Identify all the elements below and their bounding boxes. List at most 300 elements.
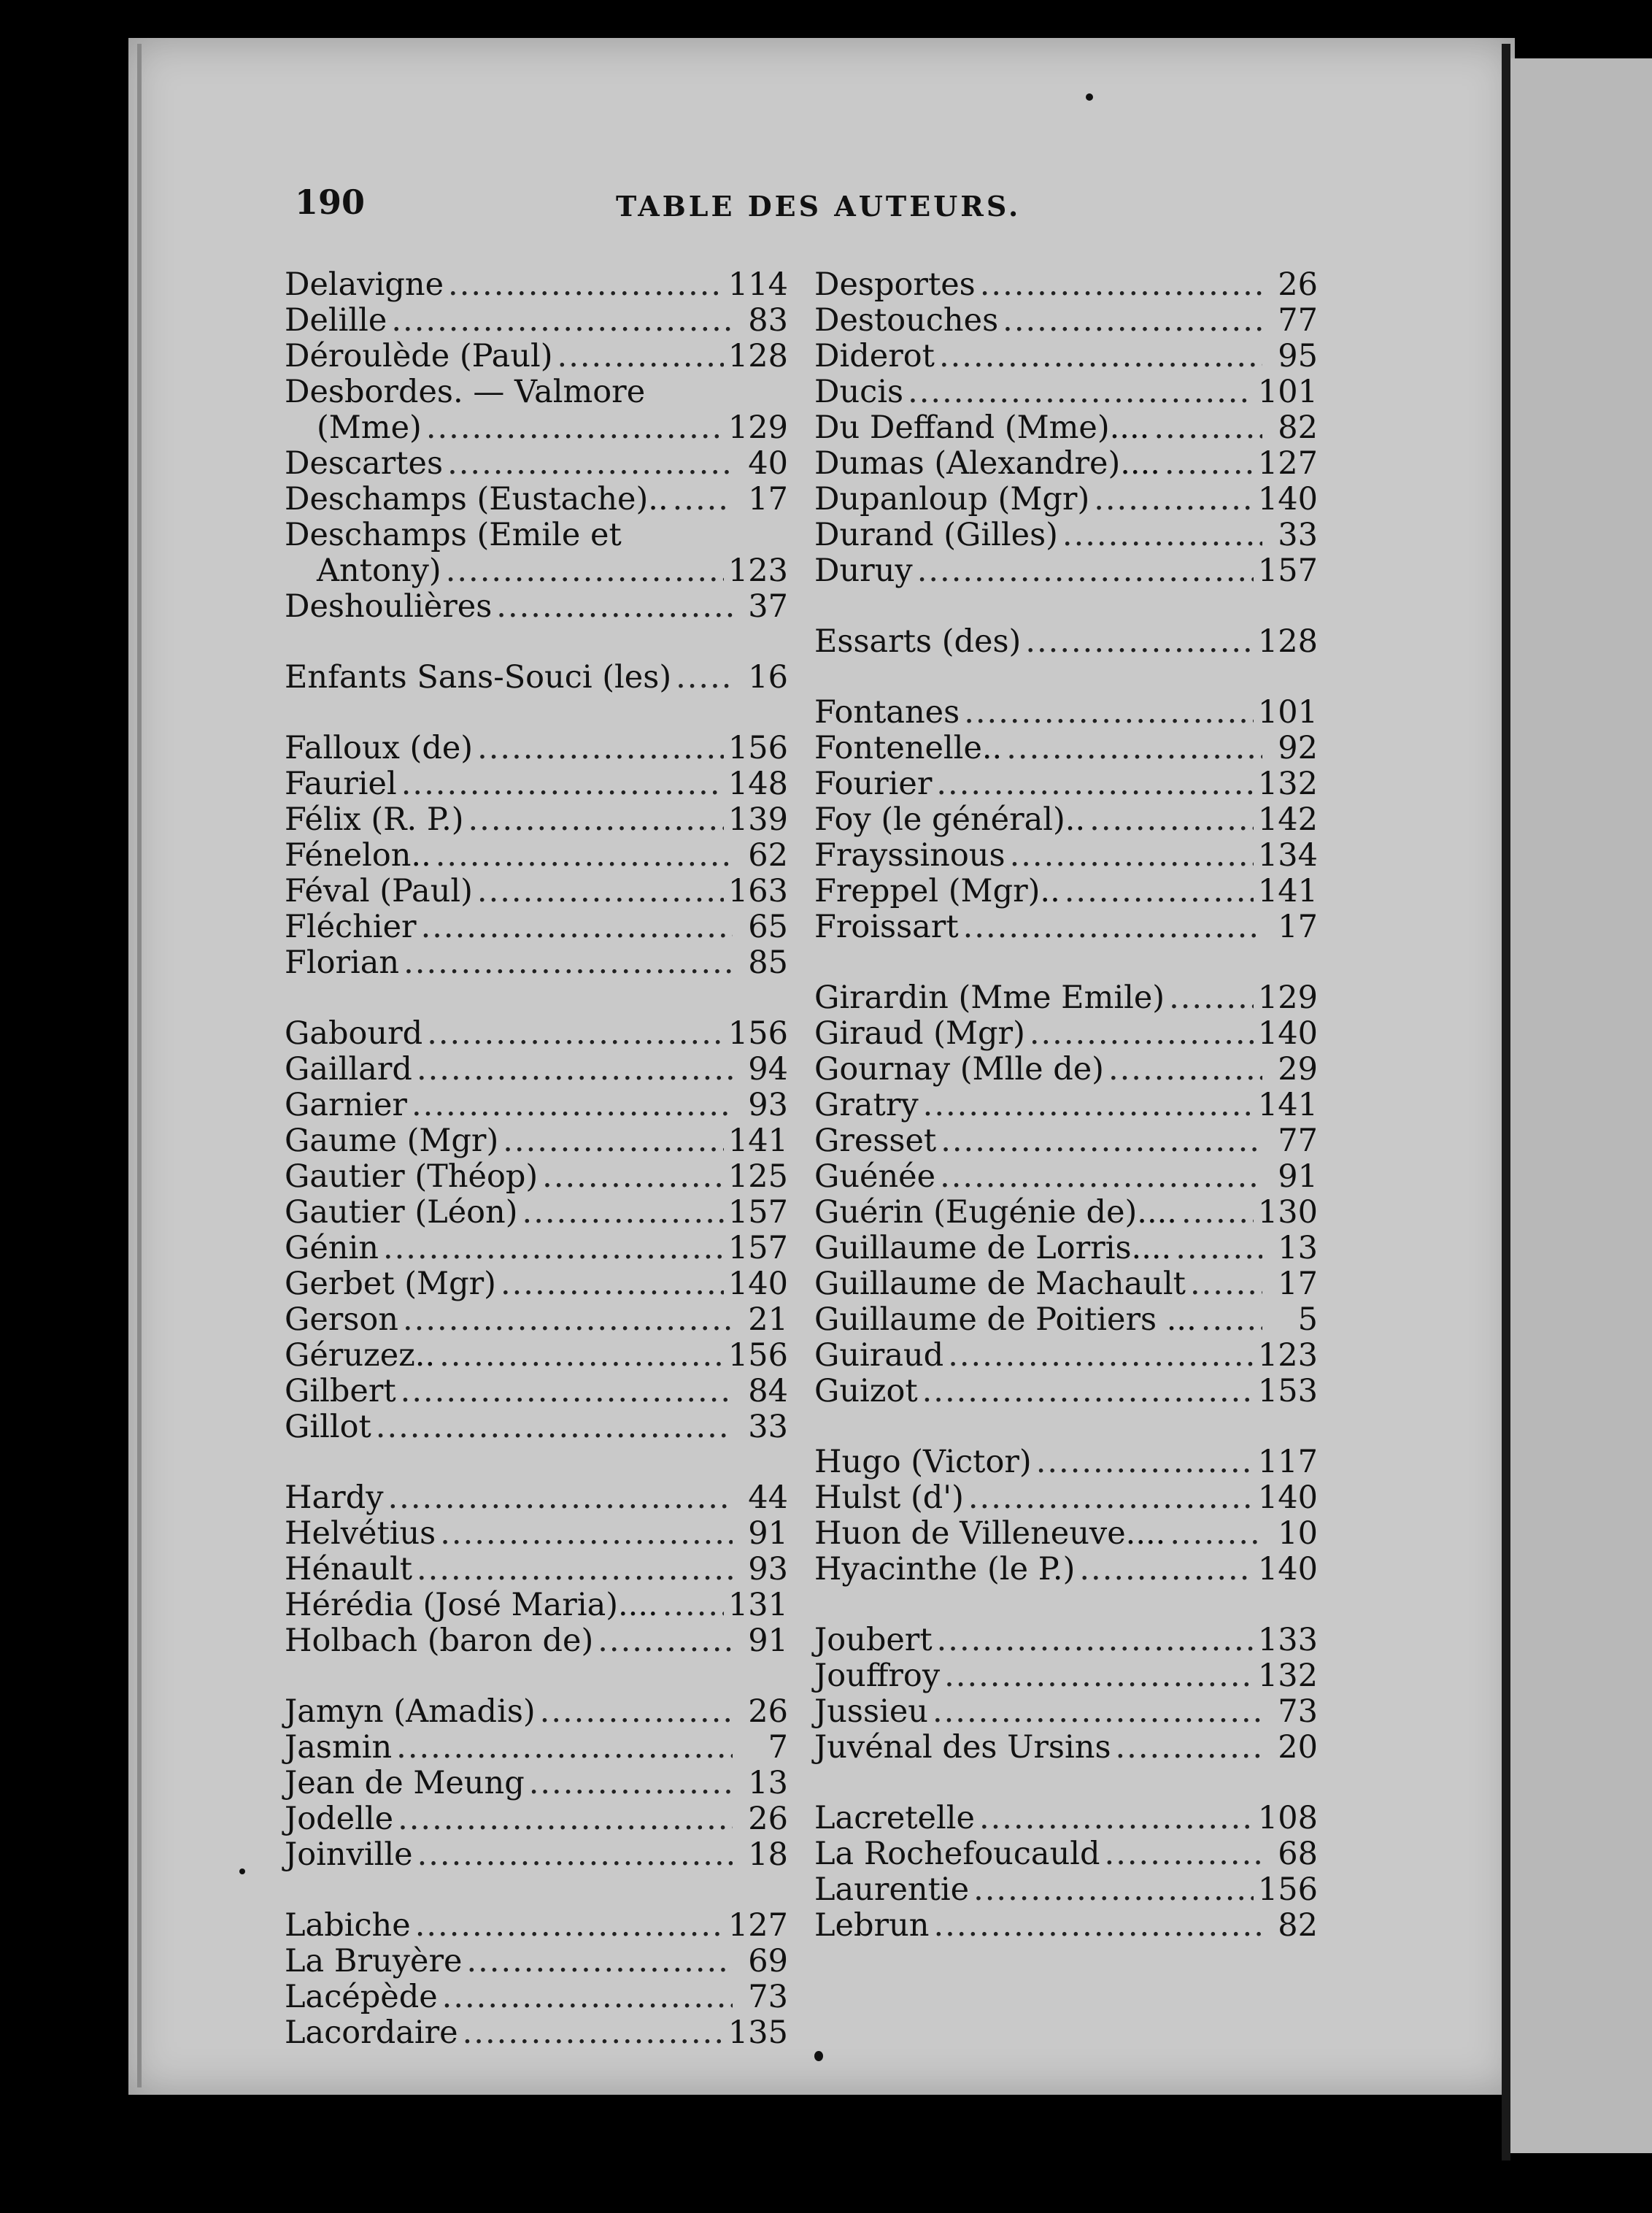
index-entry (285, 2015, 788, 2051)
dot-leader (1169, 980, 1254, 1016)
index-entry (814, 1266, 1318, 1302)
author-name: Juvénal des Ursins (814, 1729, 1111, 1766)
index-entry (285, 1908, 788, 1944)
author-name: Gautier (Léon) (285, 1194, 518, 1231)
index-entry (285, 1302, 788, 1338)
page-ref: 26 (748, 1693, 788, 1730)
page-ref: 91 (748, 1515, 788, 1552)
dot-leader (477, 874, 724, 909)
page-ref: 157 (727, 1194, 788, 1231)
author-name: Gillot (285, 1409, 371, 1445)
page-ref: 18 (748, 1836, 788, 1873)
dot-leader (477, 731, 724, 766)
author-name: Labiche (285, 1907, 411, 1944)
index-entry (814, 482, 1318, 517)
index-entry (285, 1766, 788, 1801)
index-entry (285, 1837, 788, 1873)
page-ref: 117 (1257, 1444, 1318, 1480)
author-name: Fontenelle.. (814, 730, 1003, 766)
dot-leader (447, 446, 733, 482)
index-entry (814, 980, 1318, 1016)
page-ref: 140 (1257, 1015, 1318, 1052)
dot-leader (557, 339, 724, 374)
letter-group (814, 980, 1318, 1409)
author-name: Gilbert (285, 1373, 396, 1409)
letter-group (285, 1908, 788, 2051)
letter-group (285, 731, 788, 981)
index-entry (814, 267, 1318, 303)
letter-group (814, 1801, 1318, 1944)
index-entry (814, 1444, 1318, 1480)
index-entry (285, 1944, 788, 1979)
author-name: Lacretelle (814, 1800, 975, 1836)
index-entry (285, 909, 788, 945)
index-entry (814, 731, 1318, 766)
ink-speck (1086, 93, 1093, 101)
page-ref: 156 (727, 1015, 788, 1052)
page-ref: 73 (748, 1979, 788, 2015)
dot-leader (412, 1088, 733, 1123)
index-entry (285, 1409, 788, 1445)
index-entry (285, 553, 788, 589)
dot-leader (1154, 410, 1262, 446)
page-ref: 40 (748, 445, 788, 482)
dot-leader (923, 1088, 1254, 1123)
index-entry (814, 1195, 1318, 1231)
index-entry (814, 1480, 1318, 1516)
page-ref: 20 (1278, 1729, 1318, 1766)
index-entry (285, 1552, 788, 1587)
page-ref: 101 (1257, 374, 1318, 410)
page-ref: 129 (1257, 980, 1318, 1016)
dot-leader (501, 1266, 724, 1302)
index-entry (285, 1266, 788, 1302)
dot-leader (936, 766, 1254, 802)
dot-leader (963, 909, 1262, 945)
author-name: Garnier (285, 1087, 407, 1123)
index-entry (814, 1374, 1318, 1409)
dot-leader (1065, 874, 1254, 909)
index-entry (814, 1801, 1318, 1836)
dot-leader (1201, 1302, 1262, 1338)
index-entry (814, 1872, 1318, 1908)
index-entry (814, 766, 1318, 802)
author-name: Freppel (Mgr).. (814, 873, 1060, 909)
index-entry (285, 1587, 788, 1623)
dot-leader (503, 1123, 724, 1159)
page-ref: 157 (727, 1230, 788, 1266)
dot-leader (598, 1623, 733, 1659)
dot-leader (1062, 517, 1262, 553)
author-name: Guiraud (814, 1337, 944, 1374)
author-name: Falloux (de) (285, 730, 474, 766)
author-name: Jamyn (Amadis) (285, 1693, 536, 1730)
page-ref: 139 (727, 801, 788, 838)
author-name: Lebrun (814, 1907, 930, 1944)
page-ref: 148 (727, 766, 788, 802)
page-ref: 16 (748, 659, 788, 696)
index-entry (814, 1658, 1318, 1694)
author-name: Deschamps (Emile et (285, 517, 622, 553)
index-entry (285, 589, 788, 625)
dot-leader (417, 1052, 733, 1088)
page-ref: 94 (748, 1051, 788, 1088)
author-name: Guénée (814, 1158, 936, 1195)
author-name: (Mme) (317, 409, 422, 446)
author-name: Frayssinous (814, 837, 1006, 874)
page-ref: 33 (748, 1409, 788, 1445)
author-name: Jasmin (285, 1729, 393, 1766)
dot-leader (944, 1658, 1254, 1694)
page-ref: 29 (1278, 1051, 1318, 1088)
dot-leader (436, 838, 733, 874)
index-entry (285, 1979, 788, 2015)
author-name: Jean de Meung (285, 1765, 525, 1801)
index-entry (285, 802, 788, 838)
page-ref: 157 (1257, 553, 1318, 589)
dot-leader (1030, 1016, 1254, 1052)
dot-leader (973, 1872, 1254, 1908)
index-entry (285, 1123, 788, 1159)
ink-speck (814, 2051, 823, 2061)
index-entry (285, 1801, 788, 1837)
index-entry (814, 695, 1318, 731)
page-ref: 129 (727, 409, 788, 446)
dot-leader (463, 2015, 724, 2051)
author-name: Lacordaire (285, 2014, 458, 2051)
dot-leader (663, 1587, 724, 1623)
page-ref: 92 (1278, 730, 1318, 766)
index-entry (814, 1302, 1318, 1338)
index-entry (285, 446, 788, 482)
index-entry (814, 1123, 1318, 1159)
author-name: Hugo (Victor) (814, 1444, 1032, 1480)
page-ref: 69 (748, 1943, 788, 1979)
letter-group (285, 660, 788, 696)
page-ref: 21 (748, 1301, 788, 1338)
page-ref: 17 (748, 481, 788, 517)
author-name: Giraud (Mgr) (814, 1015, 1025, 1052)
index-entry (285, 1231, 788, 1266)
author-name: Hénault (285, 1551, 413, 1587)
index-entry (285, 766, 788, 802)
author-name: Girardin (Mme Emile) (814, 980, 1165, 1016)
dot-leader (1010, 838, 1254, 874)
author-name: Destouches (814, 302, 999, 339)
page-ref: 26 (1278, 266, 1318, 303)
author-name: Du Deffand (Mme).... (814, 409, 1150, 446)
author-name: Laurentie (814, 1871, 970, 1908)
author-name: Félix (R. P.) (285, 801, 464, 838)
dot-leader (426, 410, 724, 446)
author-name: Lacépède (285, 1979, 438, 2015)
page-ref: 62 (748, 837, 788, 874)
index-entry (285, 945, 788, 981)
dot-leader (415, 1908, 724, 1944)
page-ref: 153 (1257, 1373, 1318, 1409)
page-header (295, 182, 1331, 226)
author-name: Gaume (Mgr) (285, 1123, 499, 1159)
author-name: Deschamps (Eustache).. (285, 481, 668, 517)
letter-group (814, 1444, 1318, 1587)
page-ref: 140 (1257, 1551, 1318, 1587)
dot-leader (401, 766, 724, 802)
dot-leader (941, 1123, 1262, 1159)
dot-leader (948, 1338, 1254, 1374)
author-name: Gerbet (Mgr) (285, 1266, 496, 1302)
dot-leader (540, 1694, 733, 1730)
page-ref: 130 (1257, 1194, 1318, 1231)
author-name: La Rochefoucauld (814, 1836, 1100, 1872)
page-ref: 85 (748, 944, 788, 981)
page-ref: 128 (1257, 623, 1318, 660)
running-title: TABLE DES AUTEURS. (616, 190, 1022, 223)
page-ref: 77 (1278, 302, 1318, 339)
letter-group (285, 1694, 788, 1873)
facing-page-shadow (1502, 44, 1510, 2160)
page-ref: 73 (1278, 1693, 1318, 1730)
dot-leader (673, 482, 733, 517)
page-ref: 141 (1257, 873, 1318, 909)
index-entry (814, 1730, 1318, 1766)
page-ref: 125 (727, 1158, 788, 1195)
page-ref: 156 (1257, 1871, 1318, 1908)
author-name: Hyacinthe (le P.) (814, 1551, 1076, 1587)
author-name: Déroulède (Paul) (285, 338, 553, 374)
author-name: Hulst (d') (814, 1479, 964, 1516)
author-name: Antony) (317, 553, 441, 589)
author-name: Descartes (285, 445, 444, 482)
dot-leader (383, 1231, 724, 1266)
index-entry (285, 1623, 788, 1659)
author-name: Gournay (Mlle de) (814, 1051, 1104, 1088)
author-name: Guillaume de Machault (814, 1266, 1186, 1302)
author-name: Génin (285, 1230, 379, 1266)
index-entry (285, 660, 788, 696)
page-ref: 83 (748, 302, 788, 339)
letter-group (285, 1480, 788, 1659)
index-entry (814, 1552, 1318, 1587)
index-entry (814, 339, 1318, 374)
dot-leader (1105, 1836, 1262, 1872)
page-ref: 17 (1278, 909, 1318, 945)
dot-leader (968, 1480, 1254, 1516)
page-ref: 91 (748, 1623, 788, 1659)
index-entry (814, 553, 1318, 589)
index-entry (814, 410, 1318, 446)
index-entry (285, 267, 788, 303)
author-name: Desbordes. — Valmore (285, 374, 646, 410)
dot-leader (1025, 624, 1254, 660)
author-name: Gresset (814, 1123, 937, 1159)
index-entry (285, 517, 788, 553)
index-entry (285, 838, 788, 874)
author-name: Gaillard (285, 1051, 412, 1088)
index-entry (814, 874, 1318, 909)
index-column-right (814, 267, 1318, 1979)
index-entry (814, 909, 1318, 945)
page-ref: 108 (1257, 1800, 1318, 1836)
index-entry (285, 1195, 788, 1231)
index-entry (814, 1836, 1318, 1872)
author-name: Gerson (285, 1301, 399, 1338)
author-name: Dupanloup (Mgr) (814, 481, 1090, 517)
letter-group (814, 695, 1318, 945)
page-ref: 77 (1278, 1123, 1318, 1159)
page-ref: 26 (748, 1801, 788, 1837)
dot-leader (442, 1979, 733, 2015)
author-name: Guizot (814, 1373, 918, 1409)
author-name: Desportes (814, 266, 976, 303)
letter-group (814, 267, 1318, 589)
page-ref: 142 (1257, 801, 1318, 838)
index-entry (285, 1088, 788, 1123)
letter-group (285, 1016, 788, 1445)
dot-leader (398, 1801, 733, 1837)
index-entry (814, 1516, 1318, 1552)
dot-leader (446, 553, 724, 589)
dot-leader (396, 1730, 733, 1766)
index-entry (285, 1338, 788, 1374)
dot-leader (980, 267, 1262, 303)
index-entry (814, 838, 1318, 874)
dot-leader (522, 1195, 724, 1231)
dot-leader (427, 1016, 724, 1052)
page-ref: 133 (1257, 1622, 1318, 1658)
page-ref: 128 (727, 338, 788, 374)
author-name: Joinville (285, 1836, 413, 1873)
page-ref: 10 (1278, 1515, 1318, 1552)
dot-leader (417, 1837, 733, 1873)
dot-leader (496, 589, 733, 625)
author-name: Hérédia (José Maria).... (285, 1587, 658, 1623)
author-name: Delille (285, 302, 387, 339)
page-ref: 156 (727, 730, 788, 766)
author-name: Dumas (Alexandre).... (814, 445, 1160, 482)
page-ref: 93 (748, 1551, 788, 1587)
page-ref: 37 (748, 588, 788, 625)
author-name: Gratry (814, 1087, 919, 1123)
author-name: Deshoulières (285, 588, 493, 625)
author-name: Fauriel (285, 766, 397, 802)
author-name: Holbach (baron de) (285, 1623, 594, 1659)
index-entry (285, 482, 788, 517)
index-entry (285, 303, 788, 339)
dot-leader (1181, 1195, 1254, 1231)
page-ref: 13 (748, 1765, 788, 1801)
dot-leader (1089, 802, 1254, 838)
index-entry (814, 1016, 1318, 1052)
author-name: Géruzez.. (285, 1337, 436, 1374)
index-column-left (285, 267, 788, 2086)
author-name: Gabourd (285, 1015, 423, 1052)
dot-leader (933, 1694, 1262, 1730)
letter-group (814, 1623, 1318, 1766)
dot-leader (448, 267, 724, 303)
dot-leader (542, 1159, 724, 1195)
letter-group (814, 624, 1318, 660)
page-ref: 135 (727, 2014, 788, 2051)
dot-leader (964, 695, 1254, 731)
page-ref: 132 (1257, 1658, 1318, 1694)
author-name: Féval (Paul) (285, 873, 473, 909)
page-ref: 95 (1278, 338, 1318, 374)
page-ref: 44 (748, 1479, 788, 1516)
dot-leader (466, 1944, 733, 1979)
index-entry (814, 1338, 1318, 1374)
dot-leader (1006, 731, 1262, 766)
index-entry (285, 1374, 788, 1409)
index-entry (285, 1516, 788, 1552)
index-entry (285, 1730, 788, 1766)
index-entry (285, 1052, 788, 1088)
page-ref: 17 (1278, 1266, 1318, 1302)
author-name: Fontanes (814, 694, 960, 731)
page-ref: 13 (1278, 1230, 1318, 1266)
author-name: Florian (285, 944, 400, 981)
dot-leader (922, 1374, 1254, 1409)
dot-leader (979, 1801, 1254, 1836)
author-name: Hardy (285, 1479, 384, 1516)
index-entry (285, 374, 788, 410)
index-entry (814, 1694, 1318, 1730)
author-name: Guérin (Eugénie de).... (814, 1194, 1177, 1231)
author-name: Huon de Villeneuve.... (814, 1515, 1166, 1552)
index-entry (814, 517, 1318, 553)
index-entry (814, 1231, 1318, 1266)
index-entry (814, 802, 1318, 838)
dot-leader (1094, 482, 1254, 517)
index-entry (285, 1016, 788, 1052)
dot-leader (908, 374, 1254, 410)
dot-leader (421, 909, 733, 945)
page-ref: 140 (727, 1266, 788, 1302)
page-ref: 156 (727, 1337, 788, 1374)
dot-leader (391, 303, 733, 339)
author-name: Jussieu (814, 1693, 928, 1730)
index-entry (285, 1694, 788, 1730)
index-entry (814, 1623, 1318, 1658)
dot-leader (1165, 446, 1254, 482)
dot-leader (1108, 1052, 1262, 1088)
page-ref: 140 (1257, 1479, 1318, 1516)
page-ref: 7 (768, 1729, 788, 1766)
dot-leader (1003, 303, 1262, 339)
dot-leader (1036, 1444, 1254, 1480)
dot-leader (940, 1159, 1262, 1195)
page-ref: 82 (1278, 1907, 1318, 1944)
dot-leader (440, 1516, 733, 1552)
page-ref: 123 (1257, 1337, 1318, 1374)
page-ref: 127 (727, 1907, 788, 1944)
page-ref: 141 (1257, 1087, 1318, 1123)
ink-speck (239, 1868, 245, 1874)
page-ref: 134 (1257, 837, 1318, 874)
author-name: Fléchier (285, 909, 417, 945)
dot-leader (404, 945, 733, 981)
page-ref: 65 (748, 909, 788, 945)
page-ref: 5 (1297, 1301, 1318, 1338)
author-name: Enfants Sans-Souci (les) (285, 659, 672, 696)
index-entry (814, 374, 1318, 410)
author-name: Ducis (814, 374, 904, 410)
page-ref: 33 (1278, 517, 1318, 553)
page-ref: 93 (748, 1087, 788, 1123)
index-entry (814, 446, 1318, 482)
page-ref: 132 (1257, 766, 1318, 802)
author-name: Essarts (des) (814, 623, 1022, 660)
page-ref: 140 (1257, 481, 1318, 517)
